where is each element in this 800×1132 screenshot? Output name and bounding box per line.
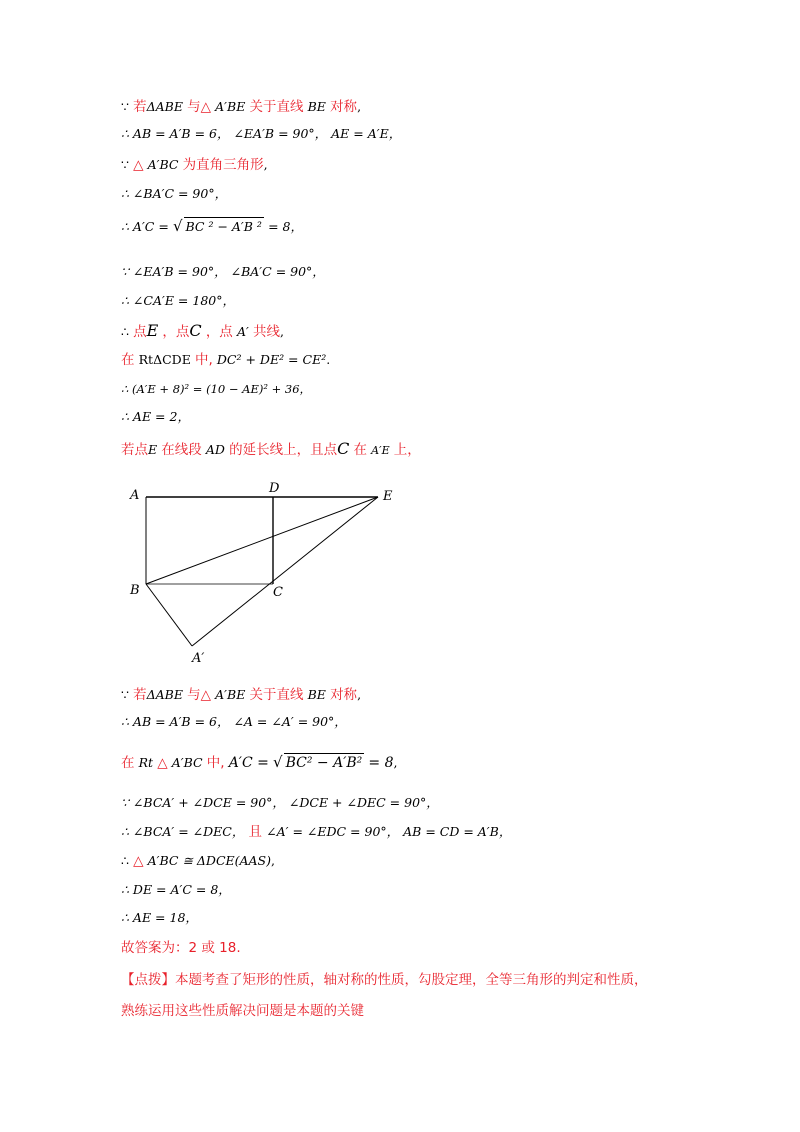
label-B: B bbox=[130, 583, 140, 598]
line-p1-2: ∴ AB = A′B = 6， ∠EA′B = 90°， AE = A′E， bbox=[121, 126, 402, 141]
sqrt-symbol-2: √ bbox=[273, 753, 283, 771]
segment-A-prime-E bbox=[192, 497, 378, 646]
line-p1-5: ∴ A′C = √ BC ² − A′B ² = 8， bbox=[121, 217, 303, 235]
line-p2-2: ∴ AB = A′B = 6， ∠A = ∠A′ = 90°， bbox=[121, 714, 347, 729]
answer-line: 故答案为：2 或 18. bbox=[121, 940, 241, 956]
line-p2-4: ∵ ∠BCA′ + ∠DCE = 90°， ∠DCE + ∠DEC = 90°， bbox=[121, 795, 439, 810]
label-C: C bbox=[273, 585, 283, 600]
line-p1-12: 若点E 在线段 AD 的延长线上，且点C 在 A′E 上， bbox=[121, 439, 421, 458]
line-p2-1: ∵ 若ΔABE 与△ A′BE 关于直线 BE 对称, bbox=[121, 687, 362, 703]
label-A: A bbox=[130, 488, 140, 503]
line-p2-5: ∴ ∠BCA′ = ∠DEC， 且 ∠A′ = ∠EDC = 90°， AB = CD = A′B， bbox=[121, 824, 512, 840]
line-p1-6: ∵ ∠EA′B = 90°， ∠BA′C = 90°， bbox=[121, 264, 325, 279]
line-p2-6: ∴ △ A′BC ≅ ΔDCE(AAS), bbox=[121, 853, 275, 869]
label-A-prime: A′ bbox=[192, 651, 205, 666]
line-p1-7: ∴ ∠CA′E = 180°， bbox=[121, 293, 235, 308]
note-line-1: 【点拨】本题考查了矩形的性质，轴对称的性质，勾股定理，全等三角形的判定和性质， bbox=[121, 972, 648, 988]
line-p1-8: ∴ 点E ，点C ，点 A′ 共线, bbox=[121, 321, 284, 340]
line-p1-1: ∵ 若ΔABE 与△ A′BE 关于直线 BE 对称, bbox=[121, 99, 362, 115]
segment-BE bbox=[146, 497, 378, 584]
line-p2-7: ∴ DE = A′C = 8， bbox=[121, 882, 231, 897]
line-p1-4: ∴ ∠BA′C = 90°， bbox=[121, 186, 228, 201]
line-p1-10: ∴ (A′E + 8)² = (10 − AE)² + 36， bbox=[121, 382, 312, 396]
line-p2-8: ∴ AE = 18， bbox=[121, 910, 198, 925]
line-p1-9: 在 RtΔCDE 中, DC² + DE² = CE². bbox=[121, 352, 331, 368]
label-D: D bbox=[269, 481, 280, 496]
segment-BA-prime bbox=[146, 584, 192, 646]
sqrt-symbol: √ bbox=[172, 217, 183, 235]
note-line-2: 熟练运用这些性质解决问题是本题的关键 bbox=[121, 1003, 364, 1019]
line-p1-11: ∴ AE = 2， bbox=[121, 409, 190, 424]
line-p2-3: 在 Rt △ A′BC 中, A′C = √ BC² − A′B² = 8, bbox=[121, 753, 398, 771]
label-E: E bbox=[383, 489, 393, 504]
geometry-figure bbox=[126, 478, 406, 668]
line-p1-3: ∵ △ A′BC 为直角三角形, bbox=[121, 157, 268, 173]
